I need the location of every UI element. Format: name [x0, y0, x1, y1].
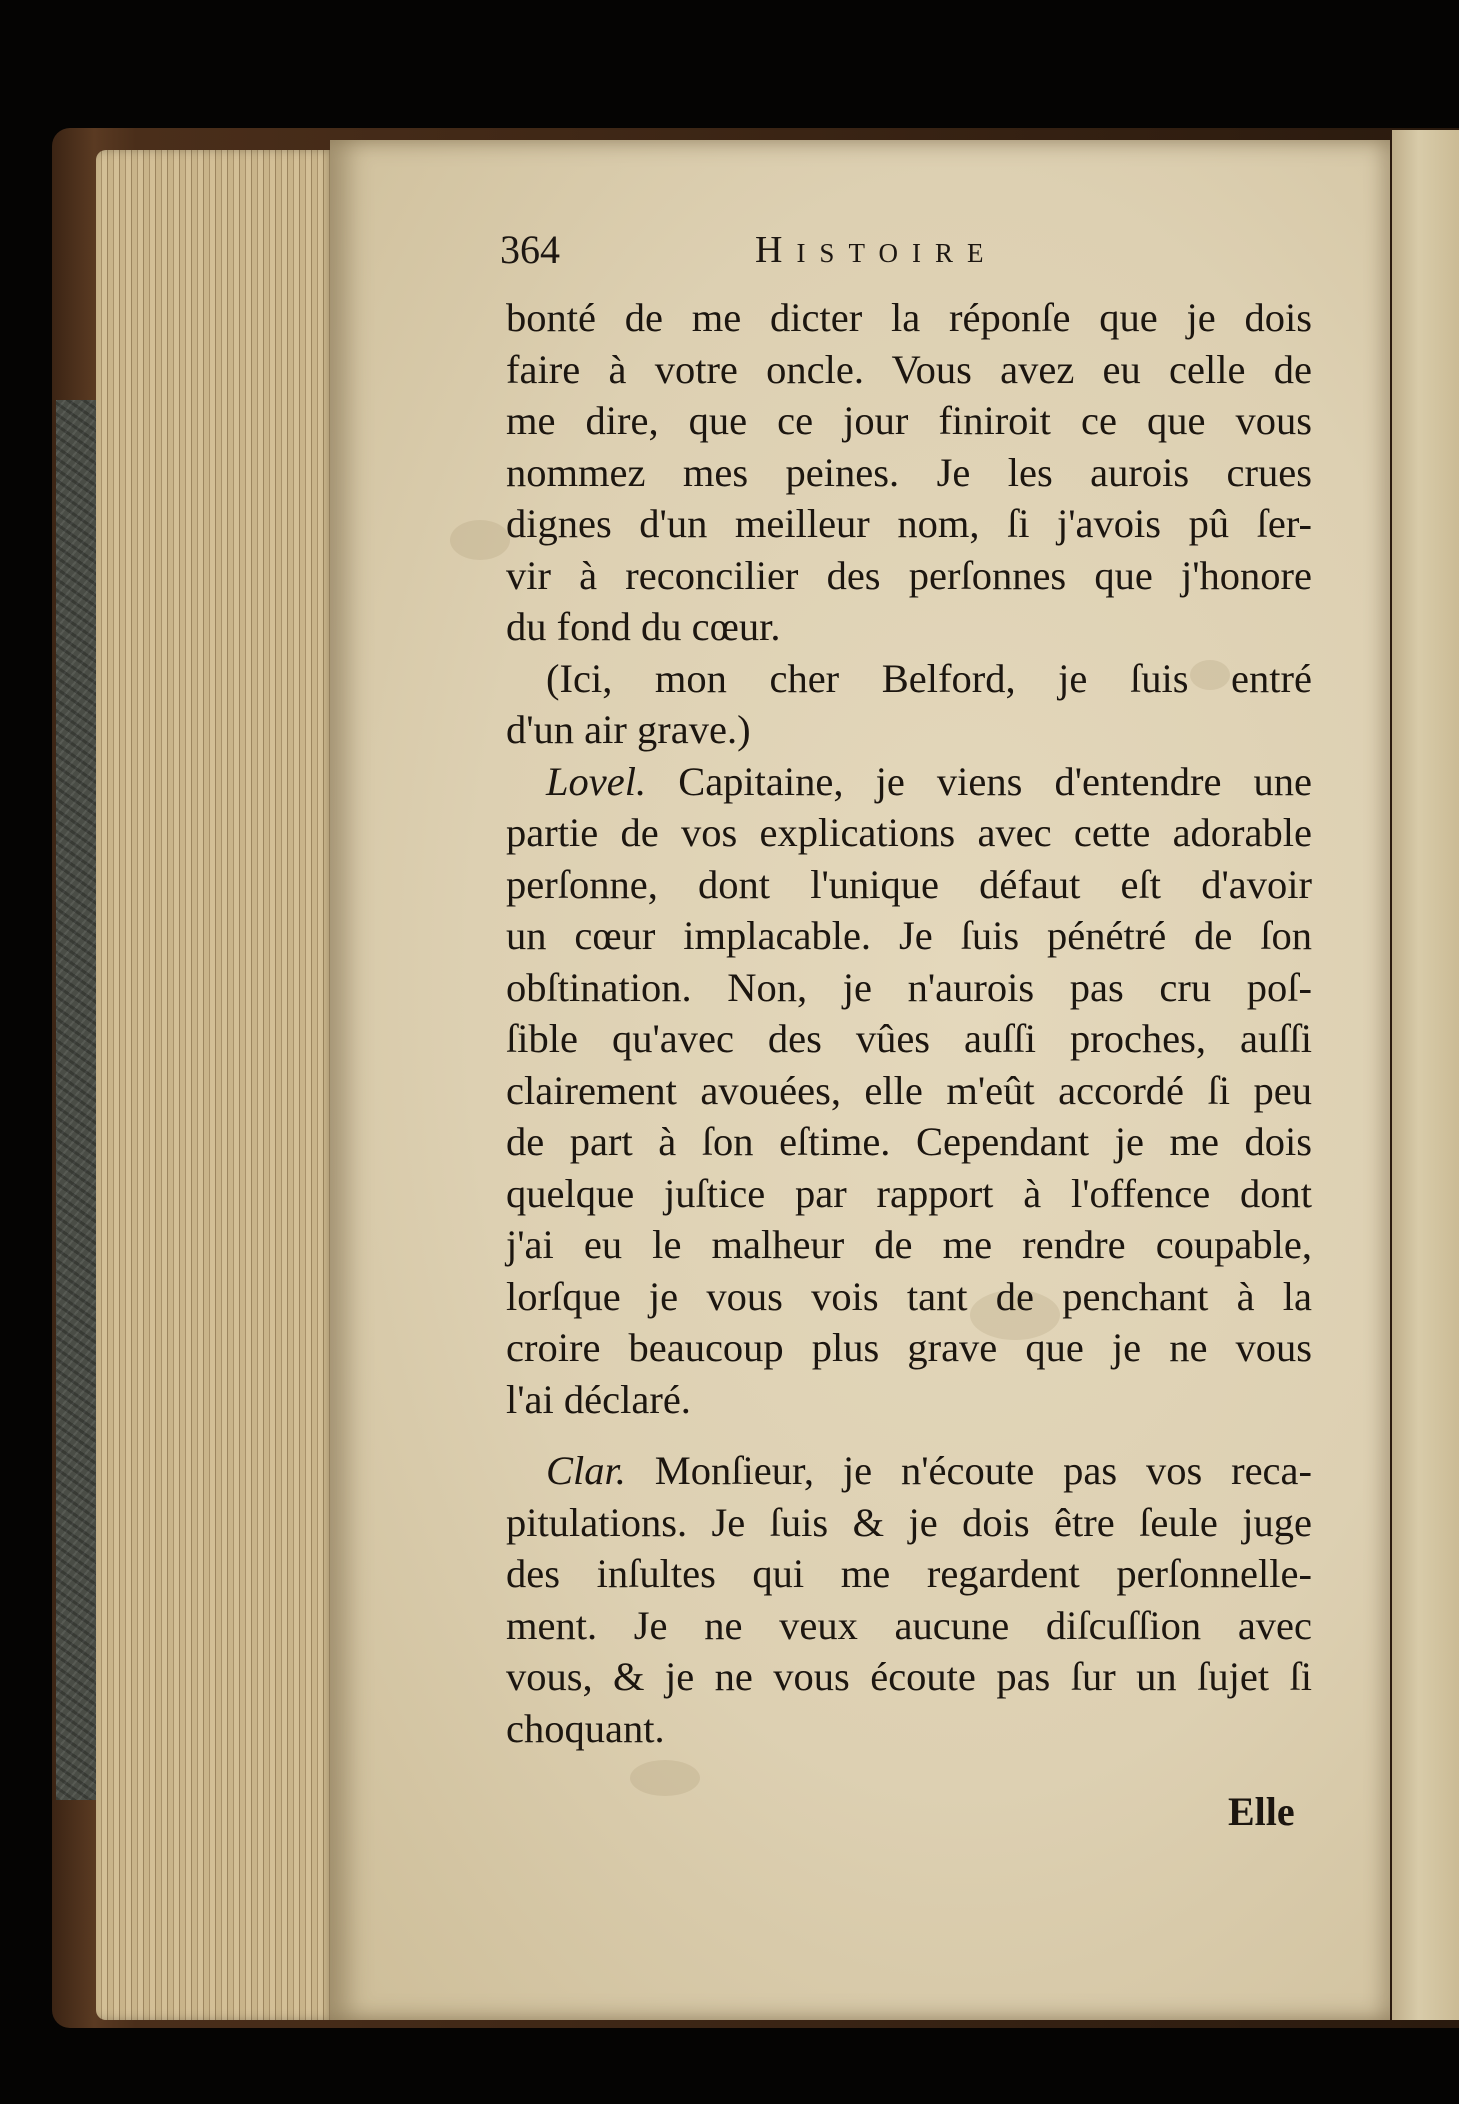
text-line [506, 1219, 1312, 1271]
running-head [500, 222, 1320, 278]
text-line [506, 498, 1312, 550]
line-text: clairement avouées, elle m'eût accordé ſi peu [506, 1067, 1312, 1113]
text-line [506, 1168, 1312, 1220]
line-text: obſtination. Non, je n'aurois pas cru poſ- [506, 964, 1312, 1010]
line-text: Capitaine, je viens d'entendre une [646, 758, 1312, 804]
line-text: vir à reconcilier des perſonnes que j'honore [506, 552, 1312, 598]
page-number: 364 [500, 227, 560, 272]
text-line [506, 859, 1312, 911]
line-text: l'ai déclaré. [506, 1376, 691, 1422]
text-line [506, 395, 1312, 447]
line-text: quelque juſtice par rapport à l'offence dont [506, 1170, 1312, 1216]
text-line [506, 1497, 1312, 1549]
text-line [506, 704, 1312, 756]
line-text: Monſieur, je n'écoute pas vos reca- [625, 1448, 1312, 1493]
line-text: croire beaucoup plus grave que je ne vous [506, 1325, 1312, 1370]
line-text: dignes d'un meilleur nom, ſi j'avois pû ſer- [506, 501, 1312, 546]
paragraph-gap [506, 1425, 1312, 1445]
line-text: des inſultes qui me regardent perſonnelle- [506, 1551, 1312, 1596]
text-line [506, 292, 1312, 344]
line-text: faire à votre oncle. Vous avez eu celle de [506, 346, 1312, 392]
text-line [506, 807, 1312, 859]
text-line [506, 1013, 1312, 1065]
line-text: du fond du cœur. [506, 604, 781, 649]
line-text: bonté de me dicter la réponſe que je dois [506, 295, 1312, 340]
catchword: Elle [1228, 1789, 1295, 1834]
line-text: lorſque je vous vois tant de penchant à la [506, 1273, 1312, 1319]
line-text: d'un air grave.) [506, 707, 751, 752]
text-line [506, 344, 1312, 396]
line-text: ſible qu'avec des vûes auſſi proches, auſſi [506, 1016, 1312, 1061]
line-text: j'ai eu le malheur de me rendre coupable, [506, 1222, 1312, 1267]
line-text: un cœur implacable. Je ſuis pénétré de ſon [506, 913, 1312, 958]
line-text: vous, & je ne vous écoute pas ſur un ſujet ſi [506, 1654, 1312, 1699]
body-text [506, 292, 1312, 1754]
line-text: nommez mes peines. Je les aurois crues [506, 449, 1312, 495]
text-line [506, 550, 1312, 602]
speaker-name: Lovel. [546, 758, 647, 804]
page-edges [96, 150, 336, 2020]
text-line [506, 1116, 1312, 1168]
running-title: Histoire [755, 229, 998, 271]
line-text: ment. Je ne veux aucune diſcuſſion avec [506, 1602, 1312, 1648]
text-line [506, 756, 1312, 808]
text-line [506, 1651, 1312, 1703]
line-text: choquant. [506, 1705, 665, 1751]
text-line [506, 1548, 1312, 1600]
line-text: pitulations. Je ſuis & je dois être ſeule juge [506, 1499, 1312, 1545]
line-text: me dire, que ce jour finiroit ce que vous [506, 398, 1312, 443]
text-line [506, 1445, 1312, 1497]
marbled-edge [56, 400, 98, 1800]
text-line [506, 910, 1312, 962]
text-line [506, 962, 1312, 1014]
text-line [506, 1703, 1312, 1755]
line-text: de part à ſon eſtime. Cependant je me dois [506, 1119, 1312, 1164]
facing-page-edge [1392, 130, 1459, 2020]
text-line [506, 601, 1312, 653]
text-line [506, 1322, 1312, 1374]
text-line [506, 1600, 1312, 1652]
text-line [506, 1065, 1312, 1117]
text-line [506, 1271, 1312, 1323]
speaker-name: Clar. [546, 1448, 626, 1493]
text-line [506, 1374, 1312, 1426]
line-text: perſonne, dont l'unique défaut eſt d'avoir [506, 861, 1312, 907]
text-line [506, 447, 1312, 499]
line-text: (Ici, mon cher Belford, je ſuis entré [546, 655, 1312, 701]
text-line [506, 653, 1312, 705]
line-text: partie de vos explications avec cette adorable [506, 810, 1312, 855]
